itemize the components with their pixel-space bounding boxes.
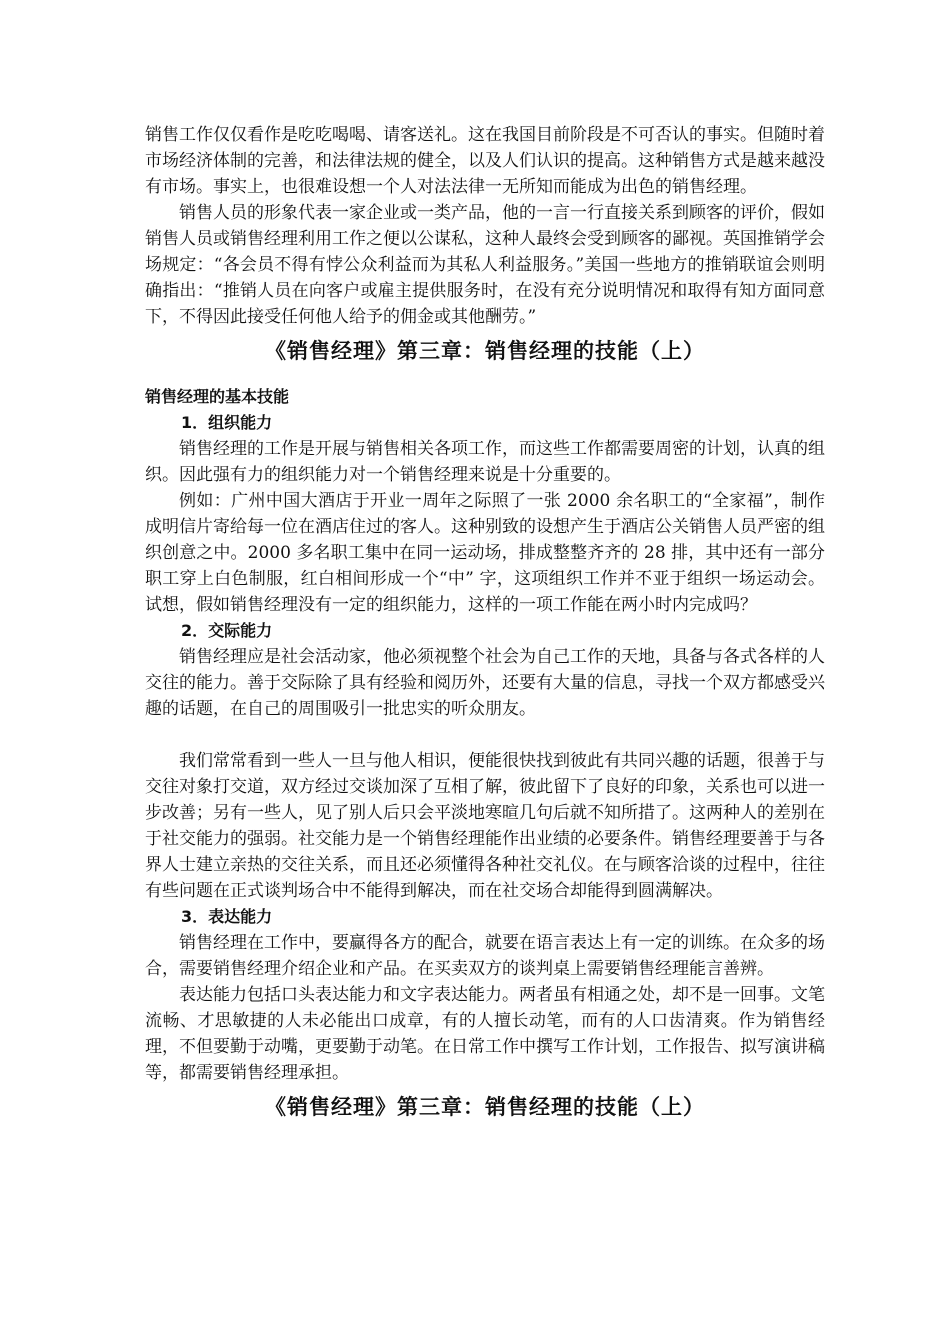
section-title: 销售经理的基本技能 bbox=[145, 387, 290, 406]
skill-3-paragraph-1: 销售经理在工作中，要赢得各方的配合，就要在语言表达上有一定的训练。在众多的场合，需要销售经理介绍企业和产品。在买卖双方的谈判桌上需要销售经理能言善辨。 bbox=[145, 933, 825, 979]
skill-1-paragraph-1: 销售经理的工作是开展与销售相关各项工作，而这些工作都需要周密的计划，认真的组织。因此强有力的组织能力对一个销售经理来说是十分重要的。 bbox=[145, 439, 825, 485]
document-page bbox=[145, 122, 825, 1122]
skill-1-heading: 1．组织能力 bbox=[181, 413, 273, 432]
chapter-title: 《销售经理》第三章：销售经理的技能（上） bbox=[265, 339, 705, 363]
skill-1-paragraph-2: 例如：广州中国大酒店于开业一周年之际照了一张 2000 余名职工的“全家福”，制作成明信片寄给每一位在酒店住过的客人。这种别致的设想产生于酒店公关销售人员严密的组织创意之中。2000 多名职工集中在同一运动场，排成整整齐齐的 28 排，其中还有一部分职工穿上白色制服，红白相间形成一个“中” 字，这项组织工作并不亚于组织一场运动会。试想，假如销售经理没有一定的组织能力，这样的一项工作能在两小时内完成吗？ bbox=[145, 491, 825, 615]
chapter-title-repeat: 《销售经理》第三章：销售经理的技能（上） bbox=[265, 1095, 705, 1119]
skill-2-paragraph-1: 销售经理应是社会活动家，他必须视整个社会为自己工作的天地，具备与各式各样的人交往的能力。善于交际除了具有经验和阅历外，还要有大量的信息，寻找一个双方都感受兴趣的话题，在自己的周围吸引一批忠实的听众朋友。 bbox=[145, 647, 825, 719]
skill-3-heading: 3．表达能力 bbox=[181, 907, 273, 926]
intro-paragraph-1: 销售工作仅仅看作是吃吃喝喝、请客送礼。这在我国目前阶段是不可否认的事实。但随时着市场经济体制的完善，和法律法规的健全，以及人们认识的提高。这种销售方式是越来越没有市场。事实上，也很难设想一个人对法法律一无所知而能成为出色的销售经理。 bbox=[145, 125, 825, 197]
skill-2-heading: 2．交际能力 bbox=[181, 621, 273, 640]
intro-paragraph-2: 销售人员的形象代表一家企业或一类产品，他的一言一行直接关系到顾客的评价，假如销售人员或销售经理利用工作之便以公谋私，这种人最终会受到顾客的鄙视。英国推销学会场规定：“各会员不得有悖公众利益而为其私人利益服务。”美国一些地方的推销联谊会则明确指出：“推销人员在向客户或雇主提供服务时，在没有充分说明情况和取得有知方面同意下，不得因此接受任何他人给予的佣金或其他酬劳。” bbox=[145, 203, 825, 327]
skill-3-paragraph-2: 表达能力包括口头表达能力和文字表达能力。两者虽有相通之处，却不是一回事。文笔流畅、才思敏捷的人未必能出口成章，有的人擅长动笔，而有的人口齿清爽。作为销售经理，不但要勤于动嘴，更要勤于动笔。在日常工作中撰写工作计划，工作报告、拟写演讲稿等，都需要销售经理承担。 bbox=[145, 985, 825, 1083]
skill-2-paragraph-2: 我们常常看到一些人一旦与他人相识，便能很快找到彼此有共同兴趣的话题，很善于与交往对象打交道，双方经过交谈加深了互相了解，彼此留下了良好的印象，关系也可以进一步改善；另有一些人，见了别人后只会平淡地寒暄几句后就不知所措了。这两种人的差别在于社交能力的强弱。社交能力是一个销售经理能作出业绩的必要条件。销售经理要善于与各界人士建立亲热的交往关系，而且还必须懂得各种社交礼仪。在与顾客洽谈的过程中，往往有些问题在正式谈判场合中不能得到解决，而在社交场合却能得到圆满解决。 bbox=[145, 751, 825, 901]
